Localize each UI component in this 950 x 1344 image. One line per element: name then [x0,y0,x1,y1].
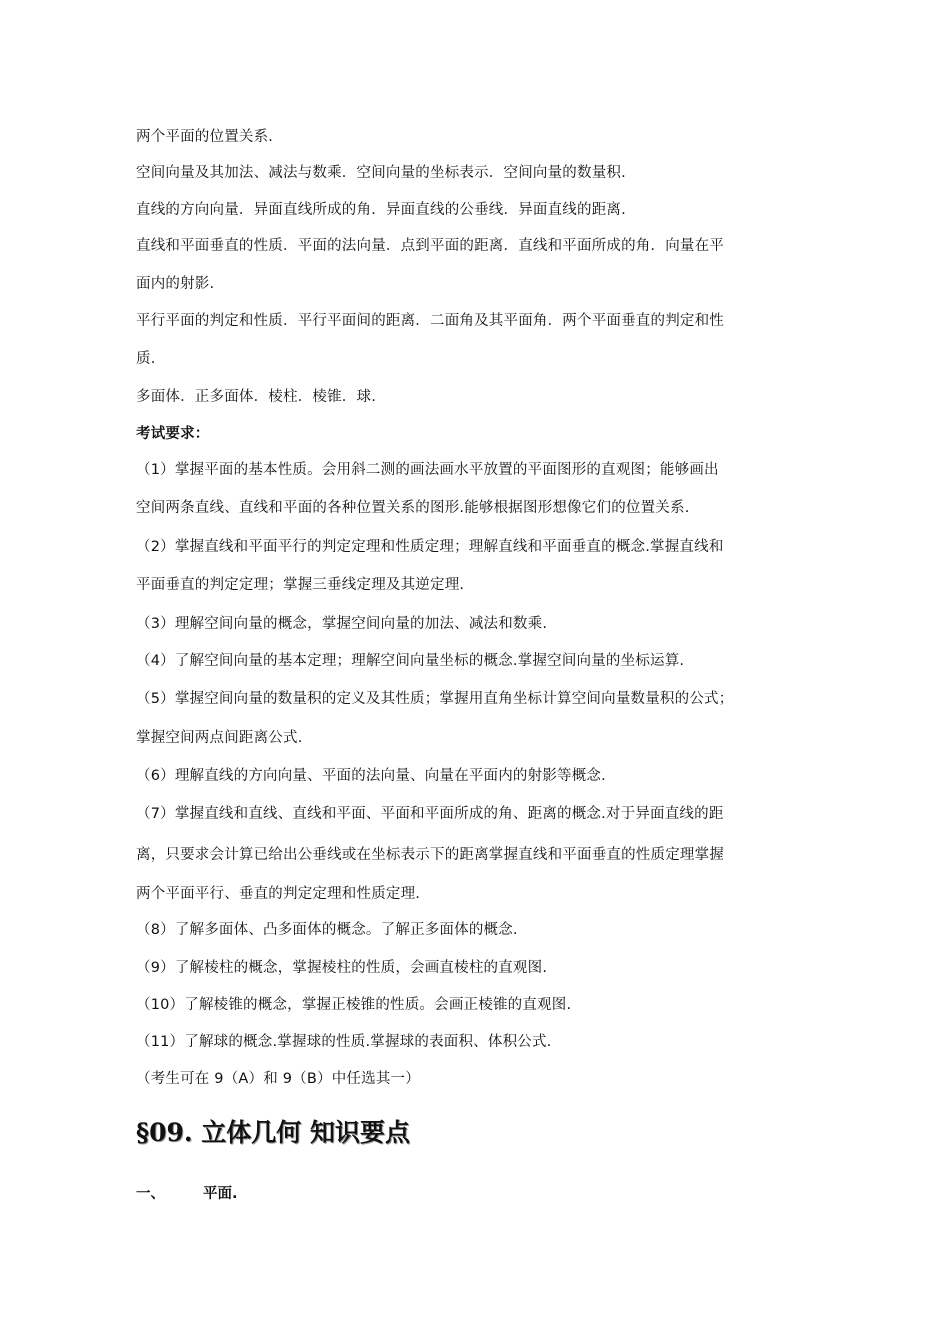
text-line-projection: 面内的射影. [136,276,215,292]
requirement-7-line-2: 离，只要求会计算已给出公垂线或在坐标表示下的距离掌握直线和平面垂直的性质定理掌握 [136,847,724,863]
subsection-number: 一、 [136,1186,165,1202]
exam-requirements-heading: 考试要求： [136,426,210,442]
section-heading: §09. 立体几何 知识要点 [136,1118,410,1147]
text-line-direction-vector: 直线的方向向量．异面直线所成的角．异面直线的公垂线．异面直线的距离. [136,202,626,218]
requirement-7-line-3: 两个平面平行、垂直的判定定理和性质定理. [136,886,421,902]
text-line-planes-position: 两个平面的位置关系. [136,129,274,145]
text-line-quality: 质. [136,351,156,367]
text-line-polyhedra: 多面体．正多面体．棱柱．棱锥．球. [136,389,377,405]
requirement-11: （11）了解球的概念.掌握球的性质.掌握球的表面积、体积公式. [136,1034,552,1050]
subsection-title: 平面. [203,1186,238,1202]
text-line-parallel-planes: 平行平面的判定和性质．平行平面间的距离．二面角及其平面角．两个平面垂直的判定和性 [136,313,724,329]
requirement-3: （3）理解空间向量的概念，掌握空间向量的加法、减法和数乘. [136,616,548,632]
requirement-1-line-1: （1）掌握平面的基本性质。会用斜二测的画法画水平放置的平面图形的直观图；能够画出 [136,462,719,478]
text-line-perpendicular-properties: 直线和平面垂直的性质．平面的法向量．点到平面的距离．直线和平面所成的角．向量在平 [136,238,724,254]
requirement-5-line-1: （5）掌握空间向量的数量积的定义及其性质；掌握用直角坐标计算空间向量数量积的公式； [136,691,734,707]
requirement-1-line-2: 空间两条直线、直线和平面的各种位置关系的图形.能够根据图形想像它们的位置关系. [136,500,690,516]
requirement-9: （9）了解棱柱的概念，掌握棱柱的性质，会画直棱柱的直观图. [136,960,548,976]
requirement-7-line-1: （7）掌握直线和直线、直线和平面、平面和平面所成的角、距离的概念.对于异面直线的距 [136,806,724,822]
requirement-5-line-2: 掌握空间两点间距离公式. [136,730,303,746]
requirement-6: （6）理解直线的方向向量、平面的法向量、向量在平面内的射影等概念. [136,768,606,784]
requirement-2-line-1: （2）掌握直线和平面平行的判定定理和性质定理；理解直线和平面垂直的概念.掌握直线和 [136,539,724,555]
requirement-2-line-2: 平面垂直的判定定理；掌握三垂线定理及其逆定理. [136,577,465,593]
requirement-10: （10）了解棱锥的概念，掌握正棱锥的性质。会画正棱锥的直观图. [136,997,572,1013]
exam-choice-note: （考生可在 9（A）和 9（B）中任选其一） [136,1071,420,1087]
text-line-space-vectors: 空间向量及其加法、减法与数乘．空间向量的坐标表示．空间向量的数量积. [136,165,626,181]
requirement-4: （4）了解空间向量的基本定理；理解空间向量坐标的概念.掌握空间向量的坐标运算. [136,653,685,669]
requirement-8: （8）了解多面体、凸多面体的概念。了解正多面体的概念. [136,922,518,938]
